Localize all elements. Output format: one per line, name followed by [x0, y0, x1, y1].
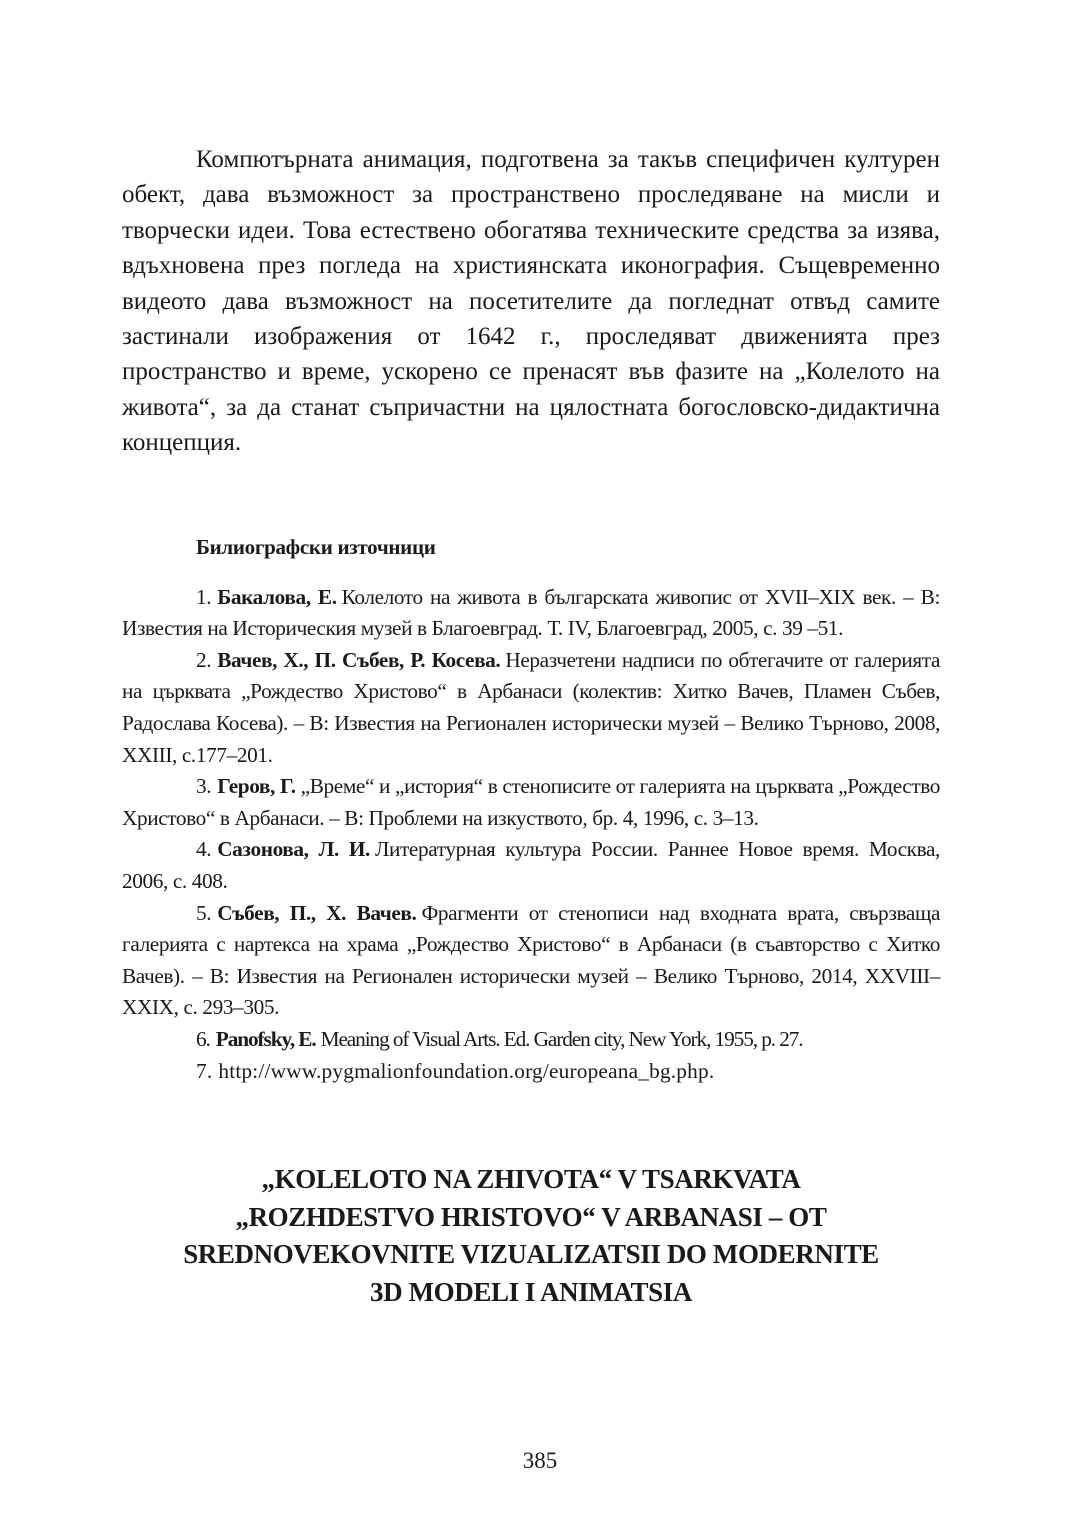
reference-text: Литературная культура России. Раннее Новое время. Москва, 2006, с. 408.: [122, 837, 940, 893]
references-list: [122, 582, 940, 1088]
intro-paragraph: Компютърната анимация, подготвена за такъв специфичен културен обект, дава възможност за пространствено проследяване на мисли и творчески идеи. Това естествено обогатява техническите средства за изява, вдъхновена през погледа на християнската иконография. Същевременно видеото дава възможност на посетителите да погледнат отвъд самите застинали изображения от 1642 г., проследяват движенията през пространство и време, ускорено се пренасят във фазите на „Колелото на живота“, за да станат съпричастни на цялостната богословско-дидактична концепция.: [122, 146, 940, 457]
title-line: „KOLELOTO NA ZHIVOTA“ V TSARKVATA: [261, 1164, 801, 1195]
reference-item: [122, 582, 940, 645]
reference-item: [122, 834, 940, 897]
reference-number: 6.: [196, 1026, 210, 1051]
reference-item: [122, 898, 940, 1024]
reference-text: „Време“ и „история“ в стенописите от галерията на църквата „Рождество Христово“ в Арбанаси. – В: Проблеми на изкуството, бр. 4, 1996, с. 3–13.: [122, 774, 940, 830]
reference-text: Meaning of Visual Arts. Ed. Garden city, New York, 1955, p. 27.: [320, 1026, 803, 1051]
reference-item: [122, 1056, 940, 1088]
reference-item: [122, 645, 940, 771]
reference-author: Сазонова, Л. И.: [217, 837, 370, 862]
article-title: [122, 1161, 940, 1311]
reference-number: 1.: [196, 584, 212, 609]
title-line: 3D MODELI I ANIMATSIA: [370, 1276, 692, 1307]
title-line: „ROZHDESTVO HRISTOVO“ V ARBANASI – OT: [235, 1201, 827, 1232]
references-heading: Билиографски източници: [196, 534, 436, 559]
reference-number: 4.: [196, 837, 212, 862]
reference-number: 2.: [196, 647, 212, 672]
reference-link: http://www.pygmalionfoundation.org/europeana_bg.php.: [218, 1058, 715, 1083]
page-number: 385: [522, 1448, 558, 1473]
reference-author: Геров, Г.: [217, 774, 296, 799]
reference-text: Фрагменти от стенописи над входната врата, свързваща галерията с нартекса на храма „Рождество Христово“ в Арбанаси (в съавторство с Хитко Вачев). – В: Известия на Регионален исторически музей – Велико Търново, 2014, XXVIII–XXIX, с. 293–305.: [122, 900, 941, 1020]
reference-author: Бакалова, Е.: [217, 584, 337, 609]
reference-text: Неразчетени надписи по обтегачите от галерията на църквата „Рождество Христово“ в Арбанаси (колектив: Хитко Вачев, Пламен Събев, Радослава Косева). – В: Известия на Регионален исторически музей – Велико Търново, 2008, XXIII, с.177–201.: [122, 647, 940, 767]
title-line: SREDNOVEKOVNITE VIZUALIZATSII DO MODERNITE: [183, 1239, 879, 1270]
page-body: [122, 130, 940, 1311]
reference-author: Panofsky, E.: [215, 1026, 316, 1051]
reference-number: 3.: [196, 774, 212, 799]
reference-number: 5.: [196, 900, 212, 925]
reference-number: 7.: [196, 1058, 213, 1083]
reference-author: Вачев, Х., П. Събев, Р. Косева.: [217, 647, 501, 672]
reference-author: Събев, П., Х. Вачев.: [217, 900, 417, 925]
reference-item: [122, 771, 940, 834]
reference-item: [122, 1024, 940, 1056]
reference-text: Колелото на живота в българската живопис от XVII–XIX век. – В: Известия на Историческия музей в Благоевград. Т. IV, Благоевград, 2005, с. 39 –51.: [122, 584, 940, 641]
